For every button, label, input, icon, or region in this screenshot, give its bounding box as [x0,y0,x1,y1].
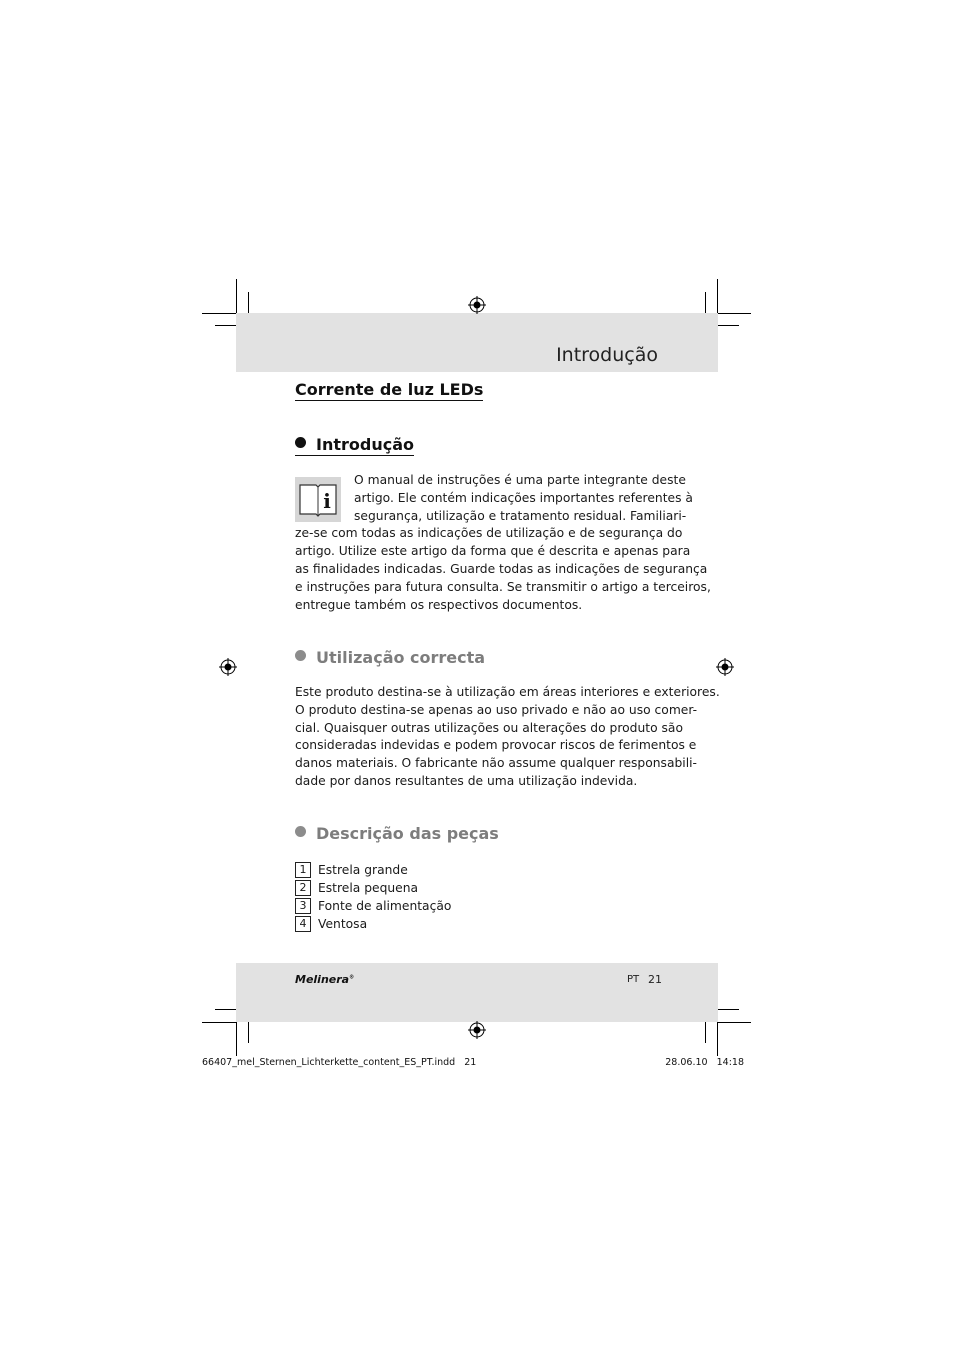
list-item [295,861,451,879]
part-label: Fonte de alimentação [318,899,452,913]
part-number: 3 [295,898,311,914]
bullet-icon [295,437,306,448]
text-line: danos materiais. O fabricante não assume qualquer responsabili- [295,756,697,771]
slug-file: 66407_mel_Sternen_Lichterkette_content_ES_PT.indd 21 [202,1057,477,1068]
text-line: Este produto destina-se à utilização em áreas interiores e exteriores. [295,685,720,699]
section-title: Utilização correcta [316,648,486,667]
text-line: O manual de instruções é uma parte integrante deste [354,473,686,487]
crop-mark [215,325,236,326]
part-number: 4 [295,916,311,932]
brand-logo [295,973,354,986]
part-number: 1 [295,862,311,878]
part-label: Ventosa [318,917,368,931]
paragraph-intended-use [295,684,720,791]
crop-mark [718,325,739,326]
text-line: artigo. Utilize este artigo da forma que é descrita e apenas para [295,544,691,559]
text-line: dade por danos resultantes de uma utilização indevida. [295,773,638,788]
brand-name: Melinera [295,973,350,986]
text-line: O produto destina-se apenas ao uso privado e não ao uso comer- [295,702,698,717]
section-heading-intended-use [295,647,485,667]
registration-mark-icon [468,296,486,314]
header-section-title: Introdução [556,344,658,366]
section-heading-introduction [295,434,414,456]
text-line: entregue também os respectivos documentos. [295,597,583,612]
text-line: cial. Quaisquer outras utilizações ou alterações do produto são [295,720,683,735]
crop-mark [202,1022,236,1023]
list-item [295,879,451,897]
language-code: PT [627,974,640,985]
registration-mark-icon [468,1021,486,1039]
crop-mark [236,279,237,313]
crop-mark [248,292,249,313]
text-line: e instruções para futura consulta. Se transmitir o artigo a terceiros, [295,579,711,594]
crop-mark [236,1022,237,1056]
parts-list [295,861,451,933]
crop-mark [718,1009,739,1010]
crop-mark [202,313,236,314]
crop-mark [717,1022,718,1056]
registration-mark-icon [716,658,734,676]
page-title: Corrente de luz LEDs [295,380,484,399]
registration-mark-icon [219,658,237,676]
part-label: Estrela grande [318,863,408,877]
crop-mark [705,292,706,313]
section-title: Introdução [316,435,414,454]
crop-mark [718,1022,751,1023]
list-item [295,897,451,915]
text-line: ze-se com todas as indicações de utilização e de segurança do [295,526,683,541]
part-label: Estrela pequena [318,881,419,895]
crop-mark [705,1022,706,1043]
list-item [295,915,451,933]
page-number: 21 [648,973,662,986]
text-line: consideradas indevidas e podem provocar riscos de ferimentos e [295,738,697,753]
text-line: segurança, utilização e tratamento residual. Familiari- [354,508,687,523]
brand-registered-mark: ® [349,974,355,981]
crop-mark [718,313,751,314]
bullet-icon [295,826,306,837]
crop-mark [248,1022,249,1043]
part-number: 2 [295,880,311,896]
section-title: Descrição das peças [316,824,499,843]
bullet-icon [295,650,306,661]
text-line: as finalidades indicadas. Guarde todas as indicações de segurança [295,561,708,576]
text-line: artigo. Ele contém indicações importantes referentes à [354,490,693,505]
crop-mark [215,1009,236,1010]
footer-band [236,963,718,1022]
info-glyph: i [323,489,331,513]
section-heading-parts [295,823,499,843]
crop-mark [717,279,718,313]
paragraph-introduction [295,472,711,614]
slug-datetime: 28.06.10 14:18 [665,1057,744,1068]
